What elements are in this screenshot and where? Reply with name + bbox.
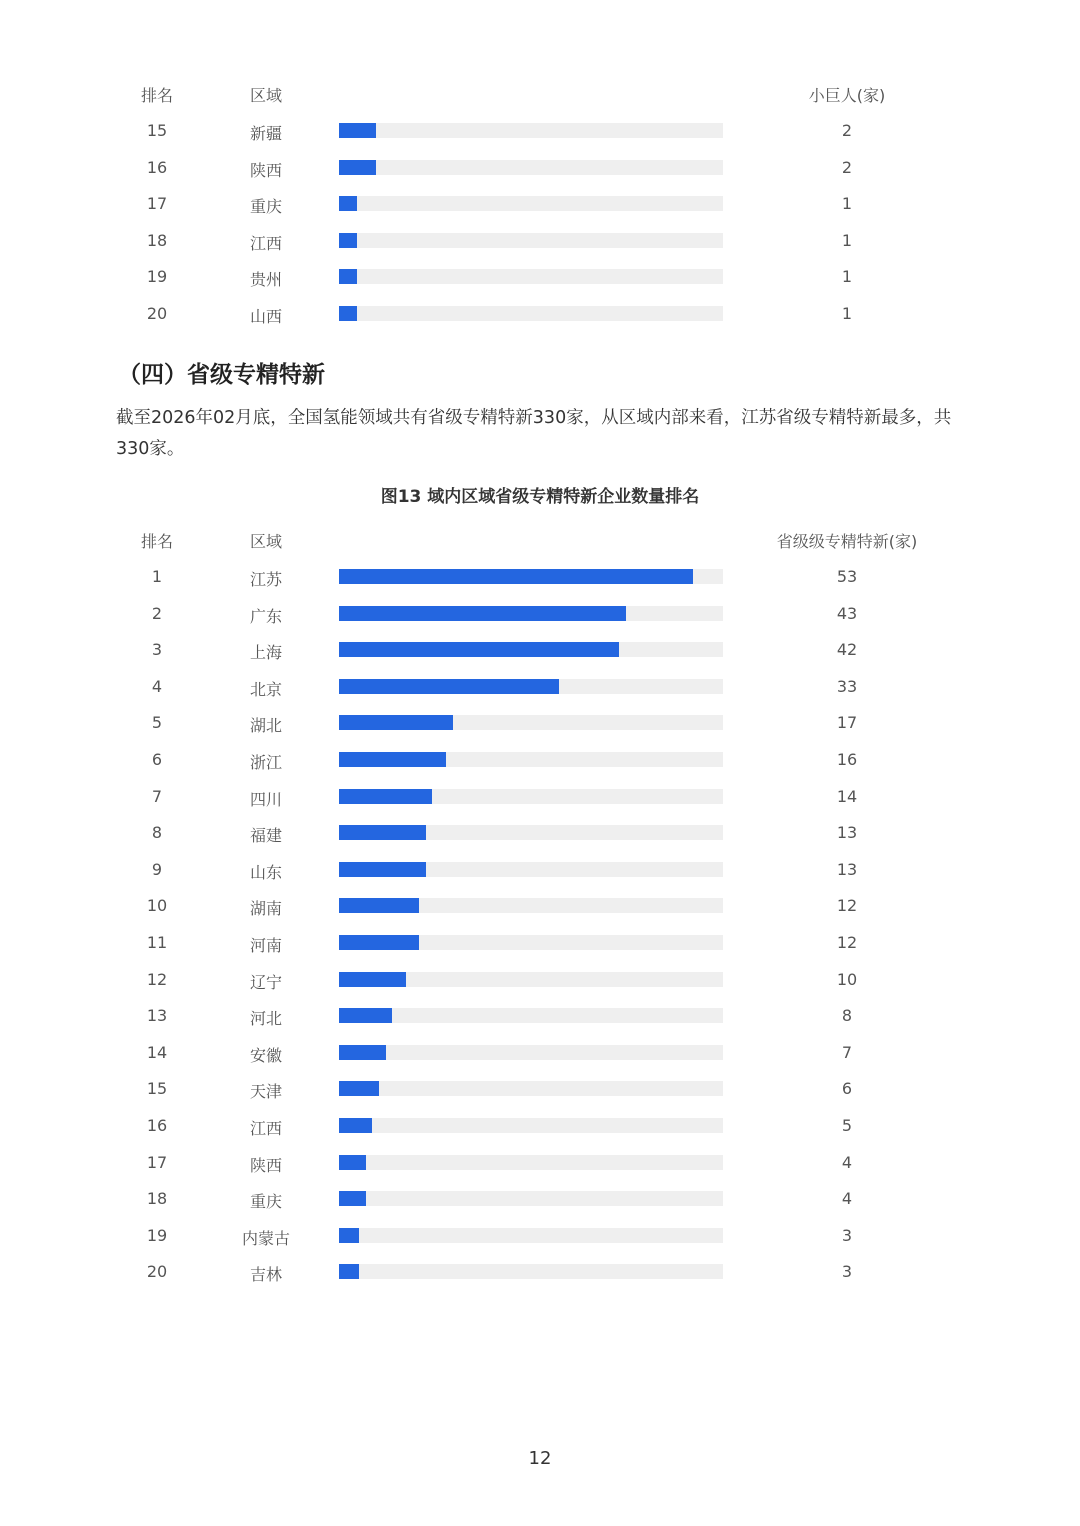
bar-track	[339, 306, 723, 321]
value-cell: 3	[841, 1262, 853, 1282]
region-cell: 江西	[249, 233, 282, 253]
region-cell: 贵州	[249, 270, 282, 290]
rank-cell: 3	[151, 640, 163, 660]
bar-track	[339, 1045, 723, 1060]
rank-cell: 5	[151, 713, 163, 733]
value-cell: 14	[836, 786, 858, 806]
value-cell: 13	[836, 859, 858, 879]
bar-track	[339, 1264, 723, 1279]
bar	[339, 752, 446, 767]
rank-cell: 17	[146, 1152, 168, 1172]
top-ranking-table	[0, 77, 1080, 333]
rank-cell: 4	[151, 676, 163, 696]
bar	[339, 1081, 379, 1096]
table-row	[0, 1254, 1080, 1291]
rank-cell: 16	[146, 1115, 168, 1135]
rank-cell: 11	[146, 932, 168, 952]
bar	[339, 935, 419, 950]
bar-track	[339, 160, 723, 175]
bar	[339, 569, 693, 584]
rank-cell: 12	[146, 969, 168, 989]
bar-track	[339, 752, 723, 767]
value-cell: 4	[841, 1152, 853, 1172]
region-cell: 重庆	[249, 1192, 282, 1212]
value-header: 小巨人(家)	[808, 86, 886, 105]
region-cell: 新疆	[249, 124, 282, 143]
table-row	[0, 998, 1080, 1035]
bar-track	[339, 1118, 723, 1133]
region-header: 区域	[249, 532, 282, 551]
figure-caption: 图13 域内区域省级专精特新企业数量排名	[380, 487, 700, 507]
region-cell: 天津	[249, 1082, 282, 1102]
chart-header	[0, 523, 1080, 559]
table-row	[0, 150, 1080, 187]
table-row	[0, 779, 1080, 816]
table-row	[0, 815, 1080, 852]
table-row	[0, 742, 1080, 779]
bar-track	[339, 715, 723, 730]
rank-cell: 18	[146, 230, 168, 250]
bar	[339, 233, 357, 248]
region-cell: 山东	[249, 862, 282, 882]
value-cell: 10	[836, 969, 858, 989]
value-cell: 53	[836, 567, 858, 586]
bar-track	[339, 1081, 723, 1096]
rank-cell: 10	[146, 896, 168, 916]
region-cell: 辽宁	[249, 972, 282, 992]
bar	[339, 1228, 359, 1243]
bar	[339, 123, 376, 138]
bar	[339, 1008, 392, 1023]
value-cell: 12	[836, 932, 858, 952]
bar-track	[339, 679, 723, 694]
value-cell: 4	[841, 1189, 853, 1209]
bar-track	[339, 269, 723, 284]
bar-track	[339, 569, 723, 584]
rank-cell: 6	[151, 749, 163, 769]
region-cell: 重庆	[249, 197, 282, 217]
region-cell: 吉林	[249, 1265, 282, 1285]
rank-cell: 15	[146, 1079, 168, 1099]
value-cell: 13	[836, 823, 858, 843]
region-cell: 河南	[249, 935, 282, 955]
rank-header: 排名	[140, 86, 173, 105]
value-cell: 42	[836, 640, 858, 660]
region-cell: 福建	[249, 826, 282, 846]
region-header: 区域	[249, 86, 282, 105]
bar	[339, 1264, 359, 1279]
rank-cell: 15	[146, 121, 168, 140]
value-cell: 1	[841, 303, 853, 323]
value-cell: 12	[836, 896, 858, 916]
region-cell: 上海	[249, 643, 282, 663]
value-cell: 3	[841, 1225, 853, 1245]
table-row	[0, 888, 1080, 925]
table-body	[0, 113, 1080, 333]
region-cell: 安徽	[249, 1045, 282, 1065]
region-cell: 北京	[249, 679, 282, 699]
bar	[339, 972, 406, 987]
chart-body	[0, 559, 1080, 1291]
rank-cell: 14	[146, 1042, 168, 1062]
table-row	[0, 113, 1080, 150]
page-number: 12	[528, 1448, 552, 1469]
value-cell: 1	[841, 267, 853, 287]
bar-track	[339, 1191, 723, 1206]
bar	[339, 160, 376, 175]
bar	[339, 898, 419, 913]
bar	[339, 606, 626, 621]
table-header	[0, 77, 1080, 113]
bar	[339, 825, 426, 840]
table-row	[0, 1108, 1080, 1145]
rank-cell: 19	[146, 1225, 168, 1245]
rank-cell: 7	[151, 786, 163, 806]
bar	[339, 196, 357, 211]
rank-cell: 19	[146, 267, 168, 287]
bar-track	[339, 862, 723, 877]
region-cell: 内蒙古	[241, 1228, 290, 1248]
table-row	[0, 596, 1080, 633]
bar	[339, 1045, 386, 1060]
rank-cell: 16	[146, 157, 168, 177]
bar-track	[339, 825, 723, 840]
region-cell: 湖北	[249, 716, 282, 736]
bar-track	[339, 1008, 723, 1023]
value-cell: 1	[841, 230, 853, 250]
section-paragraph: 截至2026年02月底，全国氢能领域共有省级专精特新330家，从区域内部来看，江苏省级专精特新最多，共330家。	[116, 408, 952, 459]
table-row	[0, 669, 1080, 706]
table-row	[0, 632, 1080, 669]
rank-cell: 2	[151, 603, 163, 623]
table-row	[0, 962, 1080, 999]
region-cell: 陕西	[249, 1155, 282, 1175]
value-cell: 1	[841, 194, 853, 214]
value-cell: 33	[836, 676, 858, 696]
bar	[339, 306, 357, 321]
bar-track	[339, 233, 723, 248]
bar-track	[339, 935, 723, 950]
bar-track	[339, 123, 723, 138]
rank-cell: 20	[146, 1262, 168, 1282]
bar-track	[339, 1228, 723, 1243]
region-cell: 四川	[249, 789, 282, 809]
bar-track	[339, 1155, 723, 1170]
table-row	[0, 1218, 1080, 1255]
bar-track	[339, 196, 723, 211]
bar-track	[339, 606, 723, 621]
rank-cell: 18	[146, 1189, 168, 1209]
value-cell: 17	[836, 713, 858, 733]
region-cell: 山西	[249, 306, 282, 326]
value-cell: 6	[841, 1079, 853, 1099]
rank-cell: 8	[151, 823, 163, 843]
bar	[339, 1155, 366, 1170]
bar-track	[339, 898, 723, 913]
table-row	[0, 925, 1080, 962]
region-cell: 江苏	[249, 570, 282, 589]
table-row	[0, 223, 1080, 260]
section-title: （四）省级专精特新	[118, 362, 325, 388]
region-cell: 浙江	[249, 752, 282, 772]
table-row	[0, 1181, 1080, 1218]
rank-cell: 9	[151, 859, 163, 879]
bar	[339, 679, 559, 694]
bar	[339, 1191, 366, 1206]
bar	[339, 642, 619, 657]
ranking-chart	[0, 523, 1080, 1291]
region-cell: 河北	[249, 1009, 282, 1029]
bar	[339, 1118, 372, 1133]
table-row	[0, 852, 1080, 889]
value-cell: 2	[841, 121, 853, 140]
region-cell: 江西	[249, 1118, 282, 1138]
bar-track	[339, 972, 723, 987]
value-cell: 8	[841, 1006, 853, 1026]
rank-header: 排名	[140, 532, 173, 551]
bar	[339, 862, 426, 877]
rank-cell: 1	[151, 567, 163, 586]
region-cell: 广东	[249, 606, 282, 626]
rank-cell: 17	[146, 194, 168, 214]
value-cell: 5	[841, 1115, 853, 1135]
table-row	[0, 1071, 1080, 1108]
table-row	[0, 559, 1080, 596]
region-cell: 湖南	[249, 899, 282, 919]
table-row	[0, 186, 1080, 223]
bar	[339, 789, 432, 804]
bar	[339, 715, 453, 730]
value-cell: 7	[841, 1042, 853, 1062]
value-cell: 43	[836, 603, 858, 623]
table-row	[0, 259, 1080, 296]
rank-cell: 20	[146, 303, 168, 323]
table-row	[0, 296, 1080, 333]
value-header: 省级级专精特新(家)	[776, 532, 918, 551]
region-cell: 陕西	[249, 160, 282, 180]
bar-track	[339, 789, 723, 804]
value-cell: 2	[841, 157, 853, 177]
rank-cell: 13	[146, 1006, 168, 1026]
table-row	[0, 1035, 1080, 1072]
value-cell: 16	[836, 749, 858, 769]
table-row	[0, 705, 1080, 742]
bar-track	[339, 642, 723, 657]
bar	[339, 269, 357, 284]
table-row	[0, 1145, 1080, 1182]
